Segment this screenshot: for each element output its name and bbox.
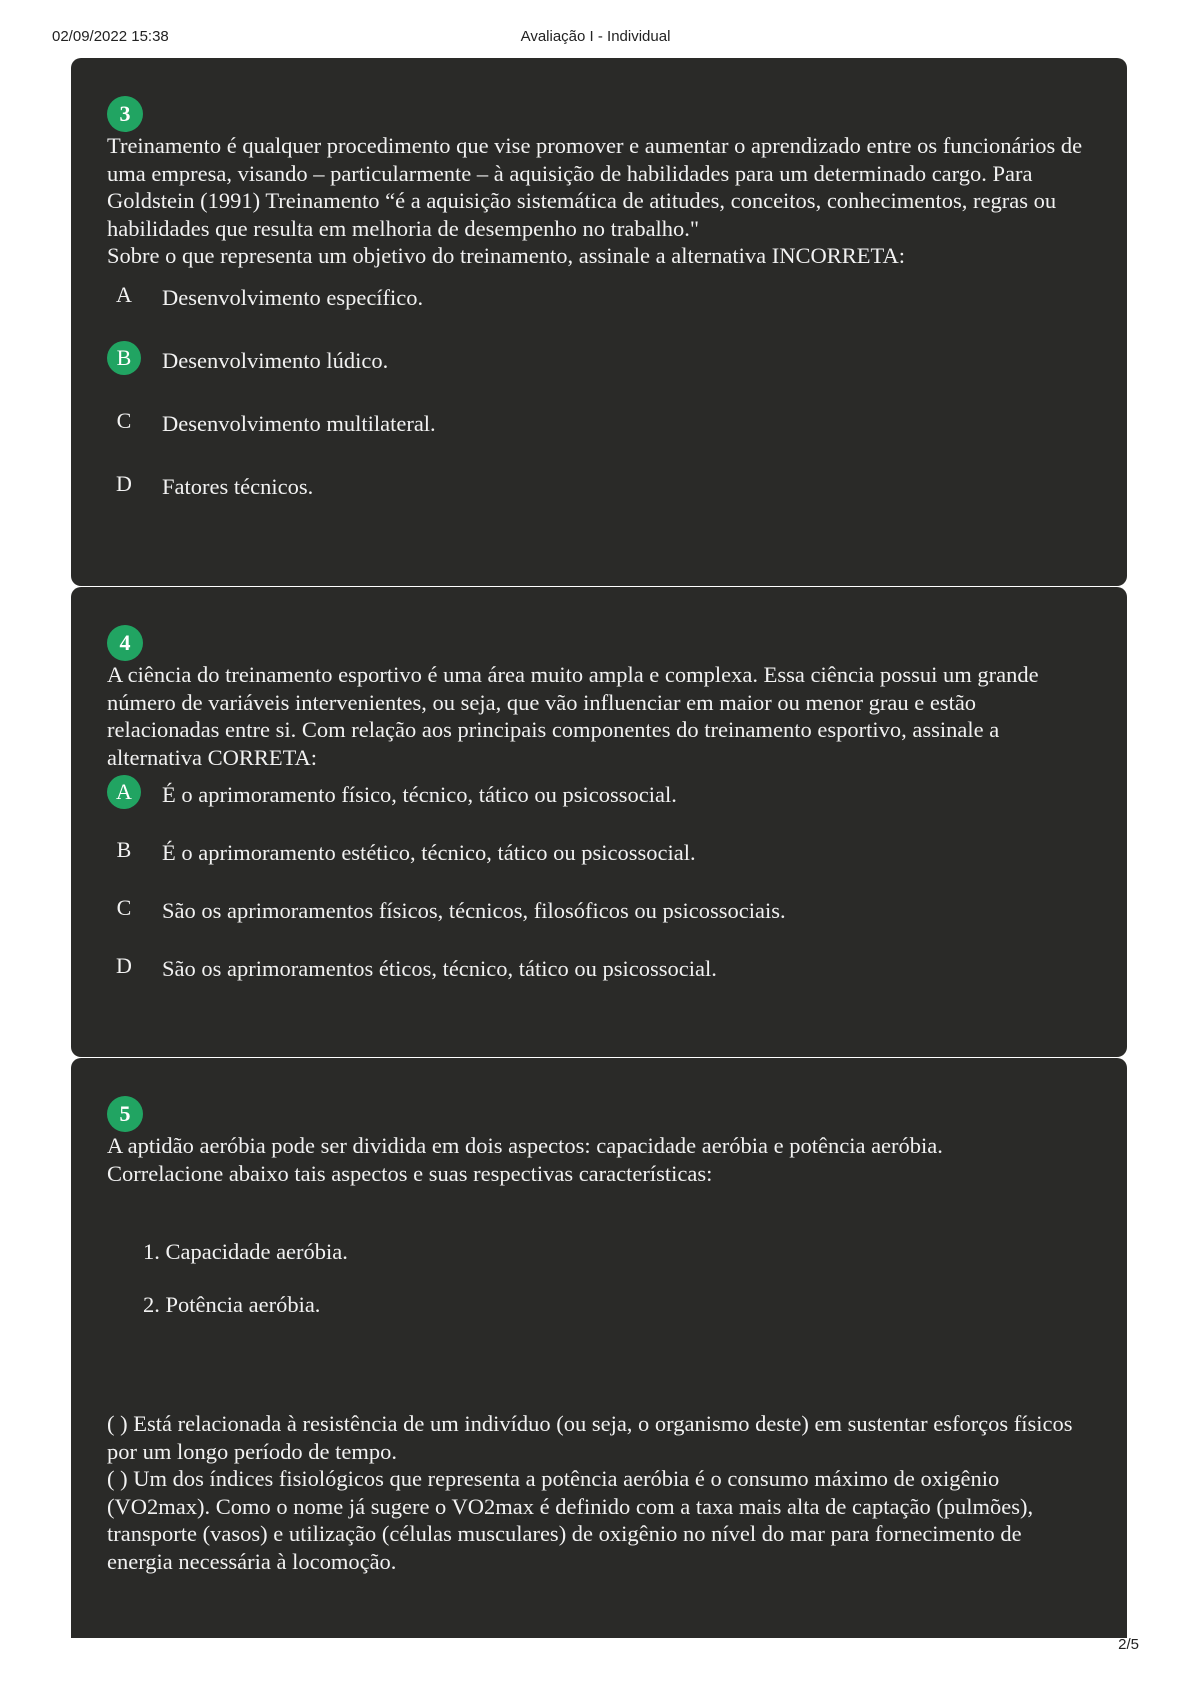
print-title: Avaliação I - Individual [520, 28, 671, 45]
option-letter: D [116, 470, 132, 496]
list-item: 2. Potência aeróbia. [143, 1292, 321, 1317]
question-prompt: Correlacione abaixo tais aspectos e suas respectivas características: [107, 1160, 713, 1186]
option-b-selected[interactable] [107, 341, 1091, 381]
option-c[interactable] [107, 404, 1091, 444]
question-number-badge: 3 [107, 96, 143, 132]
question-number-badge: 5 [107, 1096, 143, 1132]
question-text [107, 132, 1091, 270]
question-statement: A aptidão aeróbia pode ser dividida em dois aspectos: capacidade aeróbia e potência aeróbia. [107, 1133, 943, 1158]
option-a[interactable] [107, 278, 1091, 318]
option-b[interactable] [107, 833, 1091, 873]
list-item: 1. Capacidade aeróbia. [143, 1239, 348, 1264]
question-statement: A ciência do treinamento esportivo é uma área muito ampla e complexa. Essa ciência possui um grande número de variáveis intervenientes, ou seja, que vão influenciar em maior ou menor grau e estão relacionadas entre si. Com relação aos principais componentes do treinamento esportivo, assinale a alternativa CORRETA: [107, 662, 1039, 770]
question-card-4 [71, 587, 1127, 1057]
print-datetime: 02/09/2022 15:38 [52, 28, 169, 45]
option-text: São os aprimoramentos físicos, técnicos, filosóficos ou psicossociais. [162, 898, 786, 923]
option-letter: A [116, 281, 132, 307]
option-d[interactable] [107, 467, 1091, 507]
options-list [107, 278, 1091, 507]
aspects-list [107, 1239, 1091, 1345]
option-d[interactable] [107, 949, 1091, 989]
statement-item: ( ) Um dos índices fisiológicos que representa a potência aeróbia é o consumo máximo de oxigênio (VO2max). Como o nome já sugere o VO2max é definido com a taxa mais alta de captação (pulmões), transporte (vasos) e utilização (células musculares) de oxigênio no nível do mar para fornecimento de energia necessária à locomoção. [107, 1466, 1034, 1574]
options-list [107, 775, 1091, 989]
question-card-3 [71, 58, 1127, 586]
option-text: Desenvolvimento lúdico. [162, 347, 389, 373]
option-a-selected[interactable] [107, 775, 1091, 815]
question-text [107, 661, 1091, 771]
question-text [107, 1132, 1091, 1187]
option-letter: B [116, 837, 132, 862]
option-text: São os aprimoramentos éticos, técnico, tático ou psicossocial. [162, 956, 717, 981]
option-text: Desenvolvimento multilateral. [162, 410, 436, 436]
option-letter: C [116, 407, 132, 433]
statements [107, 1410, 1091, 1575]
option-letter: C [116, 895, 132, 920]
option-letter-selected: B [107, 341, 141, 375]
question-prompt: Sobre o que representa um objetivo do treinamento, assinale a alternativa INCORRETA: [107, 243, 905, 268]
question-statement: Treinamento é qualquer procedimento que vise promover e aumentar o aprendizado entre os funcionários de uma empresa, visando – particularmente – à aquisição de habilidades para um determinado cargo. Para Goldstein (1991) Treinamento “é a aquisição sistemática de atitudes, conceitos, conhecimentos, regras ou habilidades que resulta em melhoria de desempenho no trabalho." [107, 133, 1083, 241]
option-letter: D [116, 953, 132, 978]
option-text: É o aprimoramento estético, técnico, tático ou psicossocial. [162, 840, 696, 865]
page-number: 2/5 [1118, 1636, 1139, 1653]
option-text: Desenvolvimento específico. [162, 284, 424, 310]
option-letter-selected: A [107, 775, 141, 809]
statement-item: ( ) Está relacionada à resistência de um indivíduo (ou seja, o organismo deste) em sustentar esforços físicos por um longo período de tempo. [107, 1411, 1073, 1464]
print-header [0, 28, 1191, 50]
option-text: Fatores técnicos. [162, 473, 314, 499]
question-card-5 [71, 1058, 1127, 1638]
question-number-badge: 4 [107, 625, 143, 661]
option-c[interactable] [107, 891, 1091, 931]
option-text: É o aprimoramento físico, técnico, tático ou psicossocial. [162, 782, 677, 807]
